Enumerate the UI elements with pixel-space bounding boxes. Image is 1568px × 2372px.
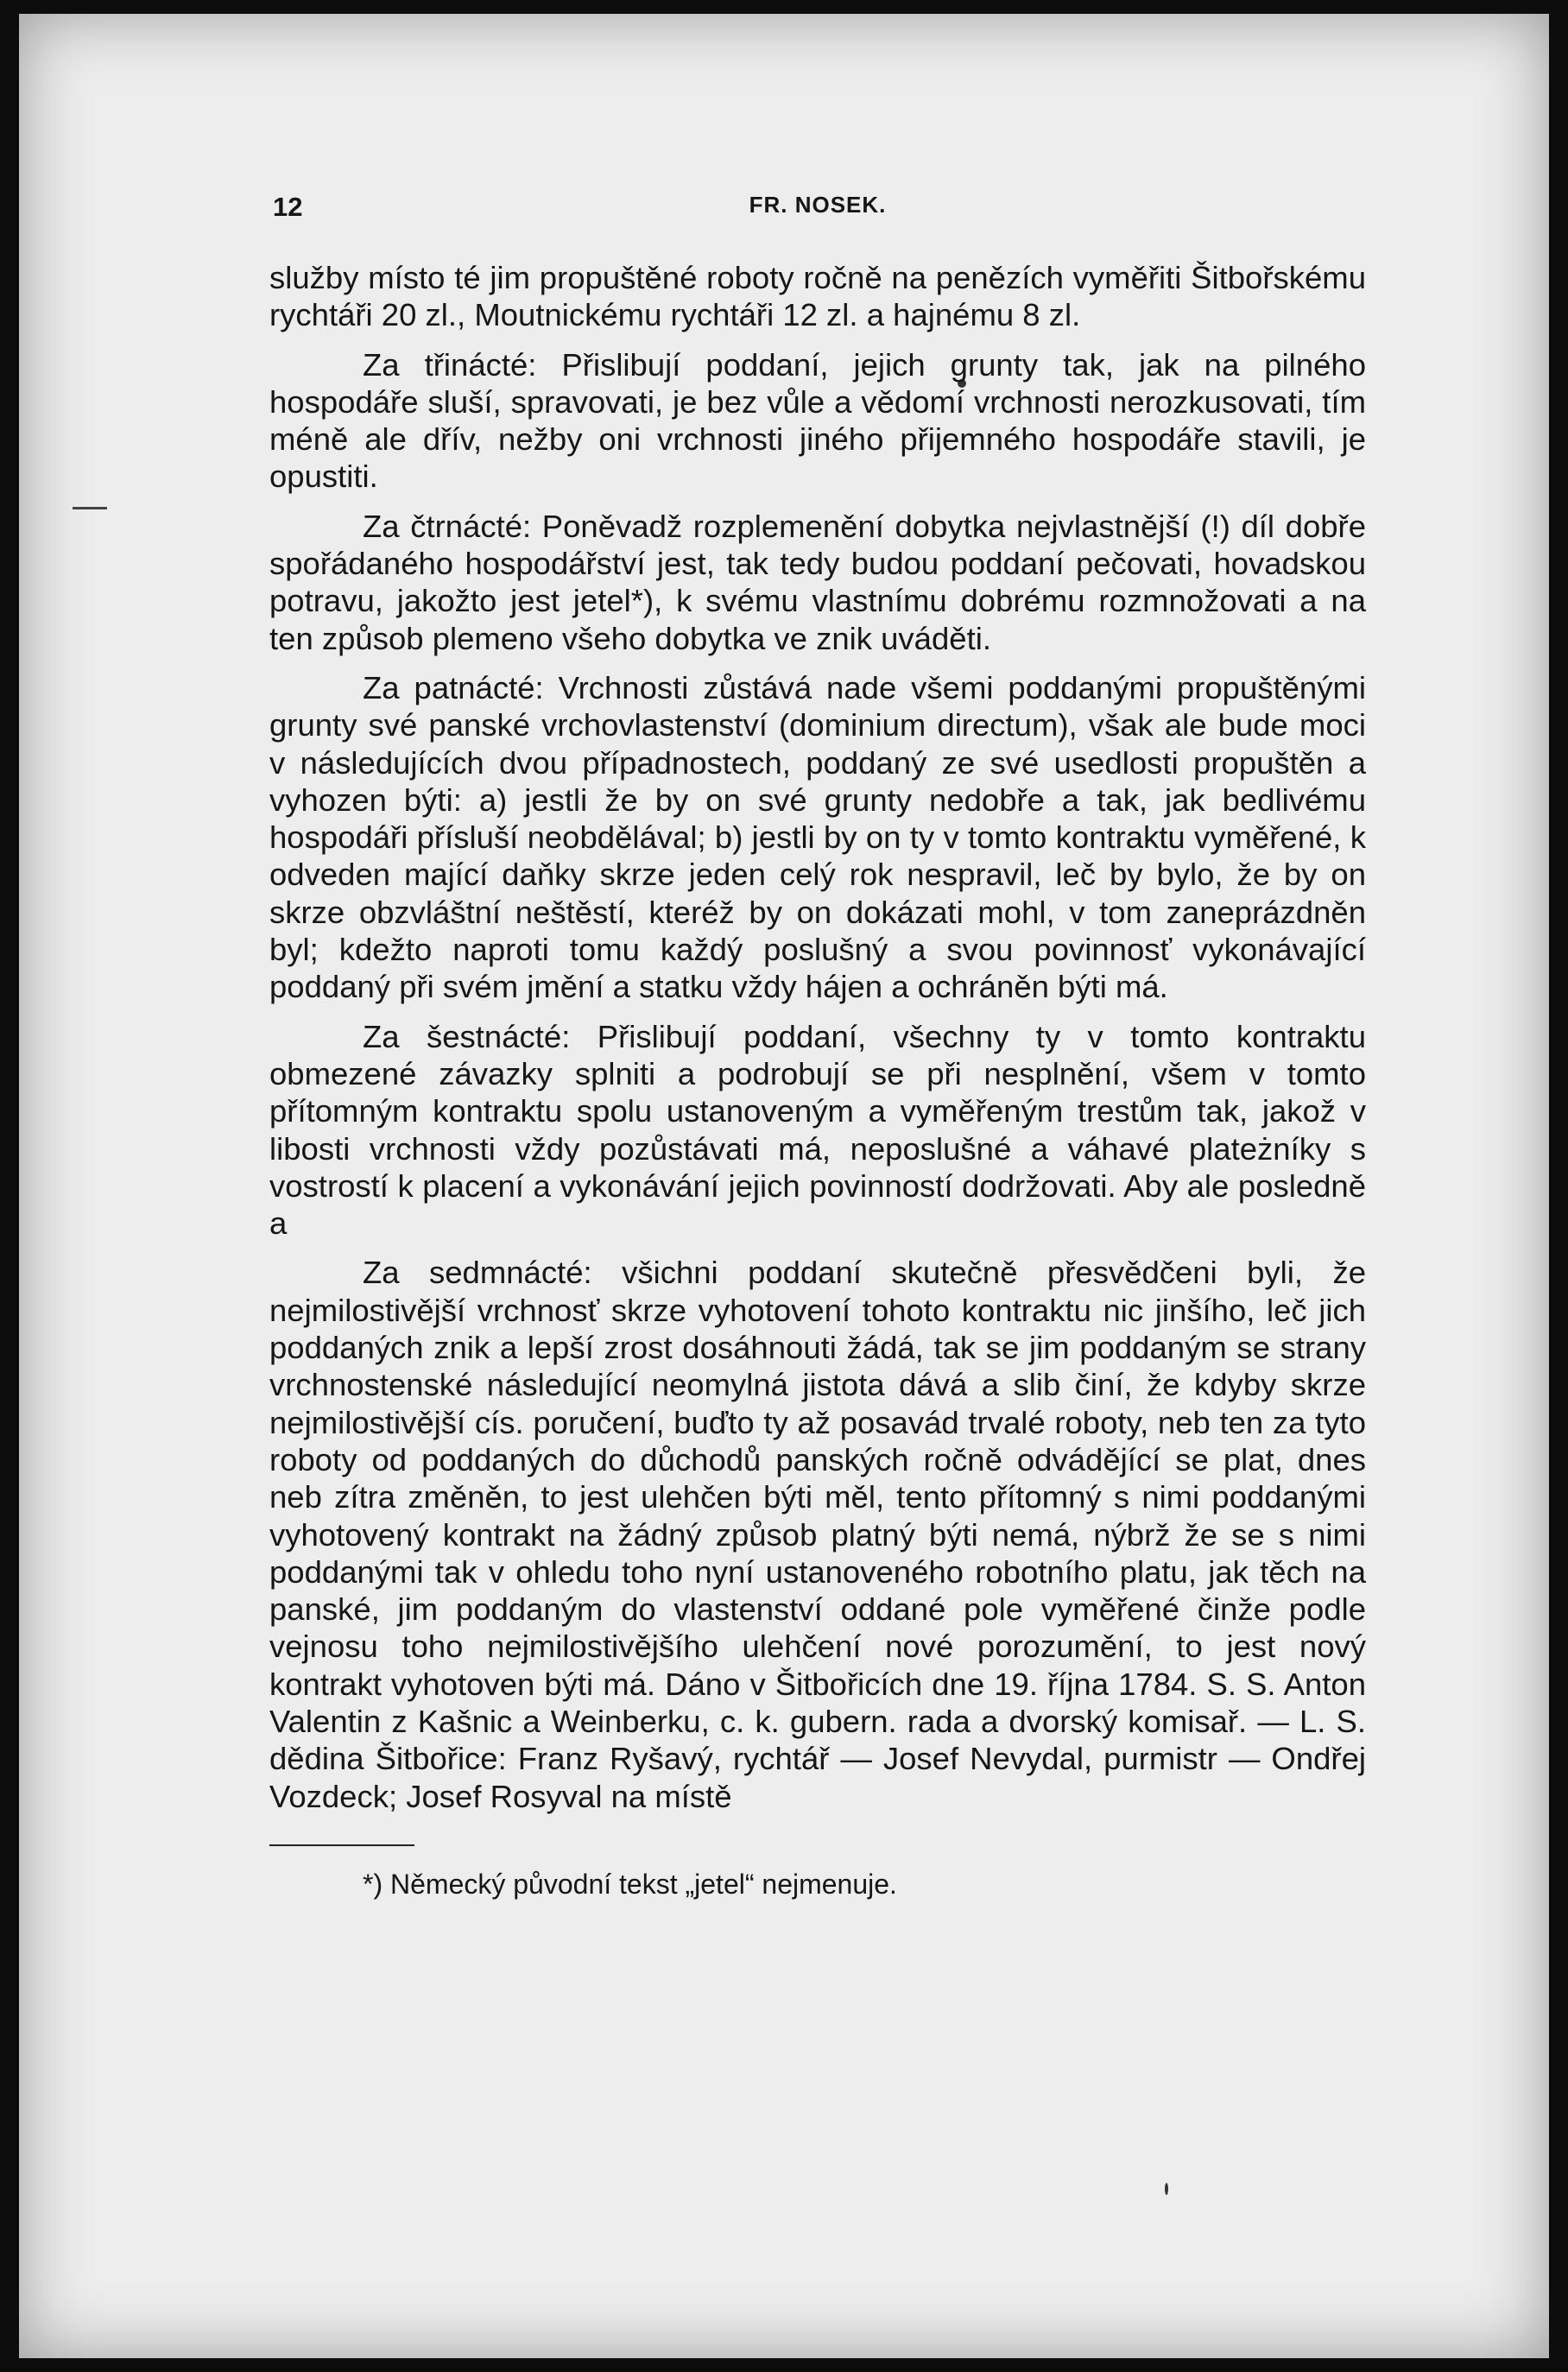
header-author: FR. NOSEK. [749, 192, 887, 218]
paragraph-article-15: Za patnácté: Vrchnosti zůstává nade všemi poddanými propuštěnými grunty své panské vrchovlastenství (dominium directum), však ale bude moci v následujících dvou případnostech, poddaný ze své usedlosti propuštěn a vyhozen býti: a) jestli že by on své grunty nedobře a tak, jak bedlivému hospodáři přísluší neobdělával; b) jestli by on ty v tomto kontraktu vyměřené, k odveden mající daňky skrze jeden celý rok nespravil, leč by bylo, že by on skrze obzvláštní neštěstí, kteréž by on dokázati mohl, v tom zaneprázdněn byl; kdežto naproti tomu každý poslušný a svou povinnosť vykonávající poddaný při svém jmění a statku vždy hájen a ochráněn býti má. [269, 669, 1366, 1005]
margin-mark [73, 507, 107, 509]
paragraph-article-13: Za třinácté: Přislibují poddaní, jejich grunty tak, jak na pilného hospodáře sluší, spravovati, je bez vůle a vědomí vrchnosti nerozkusovati, tím méně ale dřív, nežby oni vrchnosti jiného přijemného hospodáře stavili, je opustiti. [269, 346, 1366, 495]
text-block [269, 168, 1366, 1901]
running-head [269, 168, 1366, 222]
footnote-rule [269, 1844, 414, 1846]
paragraph-article-14: Za čtrnácté: Poněvadž rozplemenění dobytka nejvlastnější (!) díl dobře spořádaného hospodářství jest, tak tedy budou poddaní pečovati, hovadskou potravu, jakožto jest jetel*), k svému vlastnímu dobrému rozmnožovati a na ten způsob plemeno všeho dobytka ve znik uváděti. [269, 508, 1366, 656]
page-number: 12 [273, 192, 303, 222]
paragraph-article-17: Za sedmnácté: všichni poddaní skutečně přesvědčeni byli, že nejmilostivější vrchnosť skrze vyhotovení tohoto kontraktu nic jinšího, leč jich poddaných znik a lepší zrost dosáhnouti žádá, tak se jim poddaným se strany vrchnostenské následující neomylná jistota dává a slib činí, že kdyby skrze nejmilostivější cís. poručení, buďto ty až posavád trvalé roboty, neb ten za tyto roboty od poddaných do důchodů panských ročně odváděјící se plat, dnes neb zítra změněn, to jest ulehčen býti měl, tento přítomný s nimi poddanými vyhotovený kontrakt na žádný způsob platný býti nemá, nýbrž že se s nimi poddanými tak v ohledu toho nyní ustanoveného robotního platu, jak těch na panské, jim poddaným do vlastenství oddané pole vyměřené činže podle vejnosu toho nejmilostivějšího ulehčení nové porozumění, to jest nový kontrakt vyhotoven býti má. Dáno v Šitbořicích dne 19. října 1784. S. S. Anton Valentin z Kašnic a Weinberku, c. k. gubern. rada a dvorský komisař. — L. S. dědina Šitbořice: Franz Ryšavý, rychtář — Josef Nevydal, purmistr — Ondřej Vozdeck; Josef Rosyval na místě [269, 1255, 1366, 1814]
scanned-page [19, 14, 1549, 2358]
paragraph-article-16: Za šestnácté: Přislibují poddaní, všechny ty v tomto kontraktu obmezené závazky splniti a podrobují se při nesplnění, všem v tomto přítomným kontraktu spolu ustanoveným a vyměřeným trestům tak, jakož v libosti vrchnosti vždy pozůstávati má, neposlušné a váhavé plateżníky s vostrostí k placení a vykonávání jejich povinností dodržovati. Aby ale posledně a [269, 1018, 1366, 1242]
footnote: *) Německý původní tekst „jetel“ nejmenuje. [363, 1868, 897, 1900]
body-text [269, 259, 1366, 1815]
ink-speck [1165, 2183, 1168, 2195]
paragraph-continuation: služby místo té jim propuštěné roboty ročně na penězích vyměřiti Šitbořskému rychtáři 20 zl., Moutnickému rychtáři 12 zl. a hajnému 8 zl. [269, 260, 1366, 333]
